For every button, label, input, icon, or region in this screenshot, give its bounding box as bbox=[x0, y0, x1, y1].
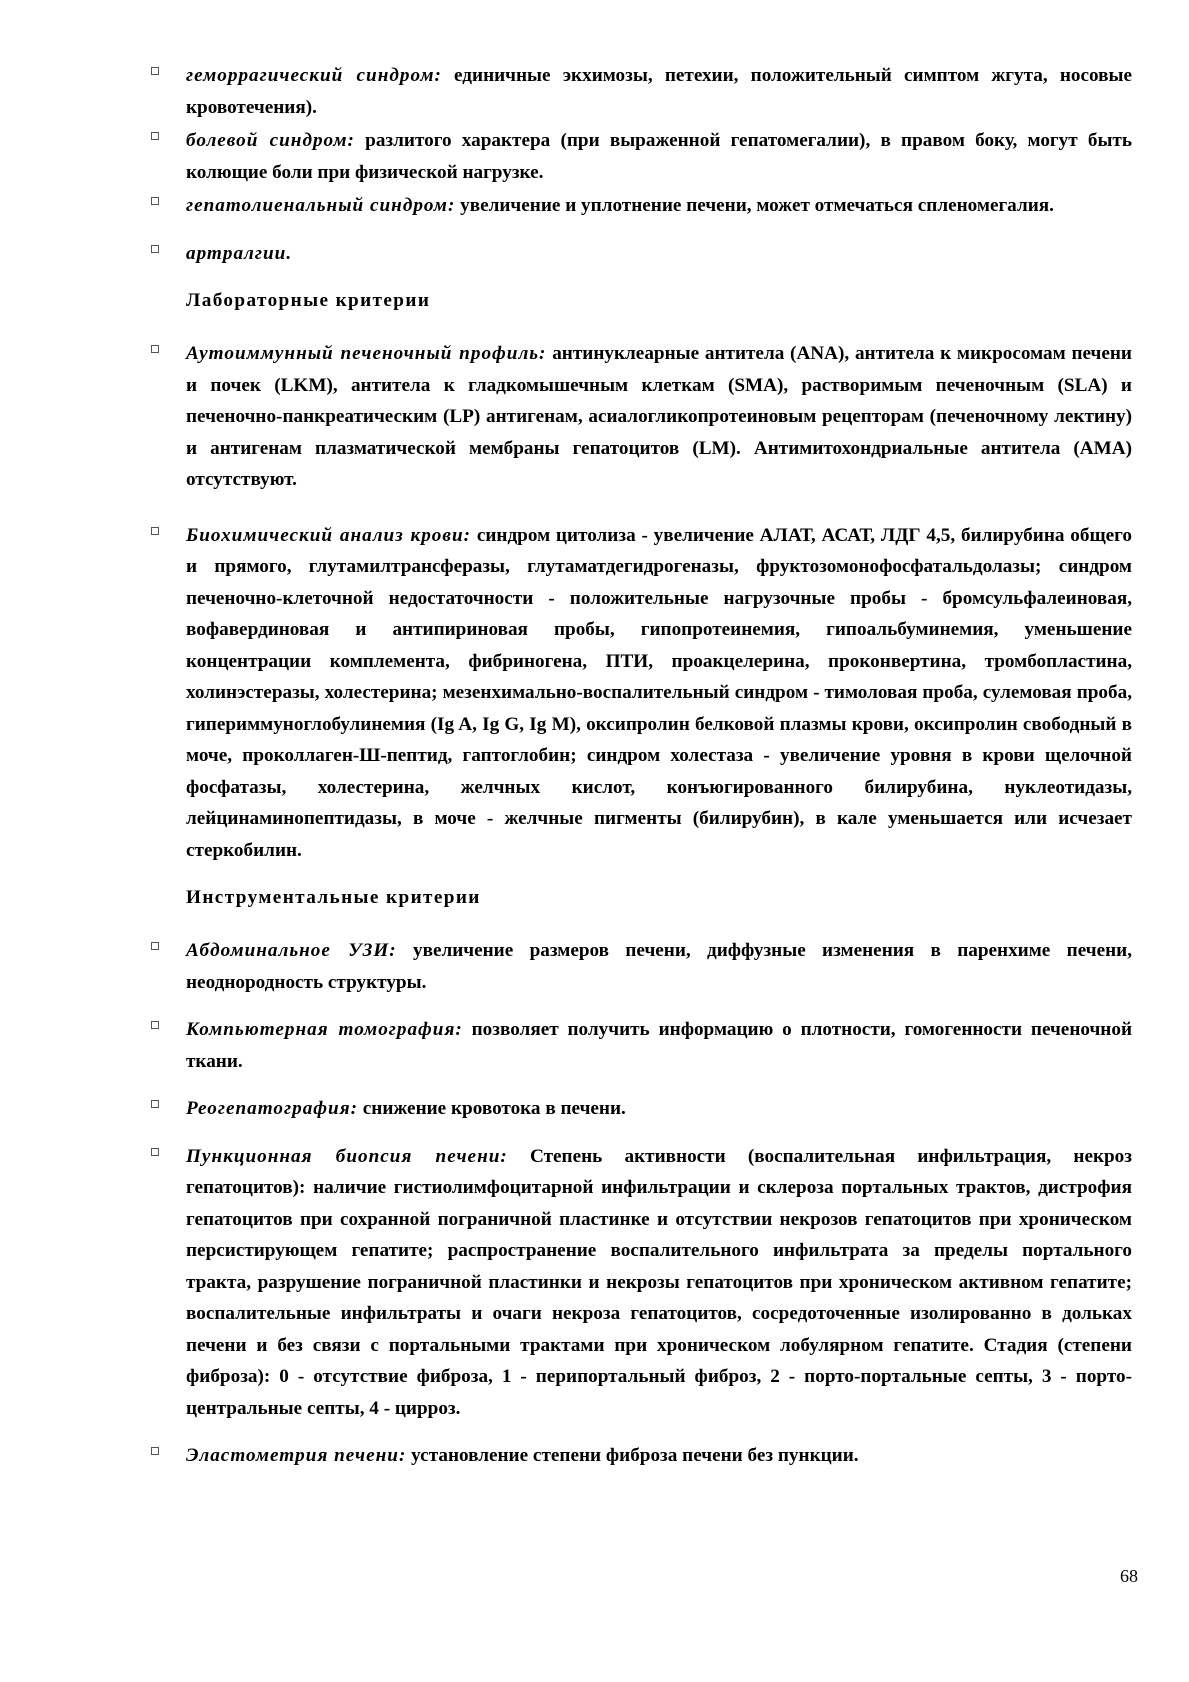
item-term: Реогепатография: bbox=[186, 1098, 358, 1119]
bullet-icon bbox=[151, 1021, 159, 1029]
bullet-icon bbox=[151, 1100, 159, 1108]
list-item-ultrasound bbox=[186, 935, 1132, 998]
item-text: Степень активности (воспалительная инфильтрация, некроз гепатоцитов): наличие гистиолимфоцитарной инфильтрации и склероза портальных трактов, дистрофия гепатоцитов при сохранной пограничной пластинке и отсутствии некрозов гепатоцитов при хроническом персистирующем гепатите; распространение воспалительного инфильтрата за пределы портального тракта, разрушение пограничной пластинки и некрозы гепатоцитов при хроническом активном гепатите; воспалительные инфильтраты и очаги некроза гепатоцитов, сосредоточенные изолированно в дольках печени и без связи с портальными трактами при хроническом лобулярном гепатите. Стадия (степени фиброза): 0 - отсутствие фиброза, 1 - перипортальный фиброз, 2 - порто-портальные септы, 3 - порто-центральные септы, 4 - цирроз. bbox=[186, 1145, 1132, 1419]
item-text: синдром цитолиза - увеличение АЛАТ, АСАТ, ЛДГ 4,5, билирубина общего и прямого, глутамилтрансферазы, глутаматдегидрогеназы, фруктозомонофосфатальдолазы; синдром печеночно-клеточной недостаточности - положительные нагрузочные пробы - бромсульфалеиновая, вофавердиновая и антипириновая пробы, гипопротеинемия, гипоальбуминемия, уменьшение концентрации комплемента, фибриногена, ПТИ, проакцелерина, проконвертина, тромбопластина, холинэстеразы, холестерина; мезенхимально-воспалительный синдром - тимоловая проба, сулемовая проба, гипериммуноглобулинемия (Ig A, Ig G, Ig M), оксипролин белковой плазмы крови, оксипролин свободный в моче, проколлаген-Ш-пептид, гаптоглобин; синдром холестаза - увеличение уровня в крови щелочной фосфатазы, холестерина, желчных кислот, конъюгированного билирубина, нуклеотидазы, лейцинаминопептидазы, в моче - желчные пигменты (билирубин), в кале уменьшается или исчезает стеркобилин. bbox=[186, 524, 1133, 861]
list-item-hepatolienal bbox=[186, 190, 1132, 222]
bullet-icon bbox=[151, 942, 159, 950]
item-term: болевой синдром: bbox=[186, 130, 355, 151]
list-item-biopsy bbox=[186, 1141, 1132, 1425]
list-item-biochemistry bbox=[186, 520, 1132, 867]
item-text: единичные экхимозы, петехии, положительный симптом жгута, носовые кровотечения). bbox=[186, 65, 1132, 118]
list-item-pain bbox=[186, 125, 1132, 188]
list-item-rheohepatography bbox=[186, 1093, 1132, 1125]
item-text: позволяет получить информацию о плотности, гомогенности печеночной ткани. bbox=[186, 1019, 1133, 1072]
item-text: увеличение и уплотнение печени, может отмечаться спленомегалия. bbox=[455, 195, 1054, 216]
section-heading-lab: Лабораторные критерии bbox=[186, 290, 431, 311]
item-text: установление степени фиброза печени без пункции. bbox=[406, 1445, 859, 1466]
list-item-ct bbox=[186, 1014, 1132, 1077]
bullet-icon bbox=[151, 132, 159, 140]
list-item-arthralgia bbox=[186, 238, 1132, 270]
item-term: гепатолиенальный синдром: bbox=[186, 195, 456, 216]
item-text: антинуклеарные антитела (ANA), антитела к микросомам печени и почек (LKM), антитела к гладкомышечным клеткам (SMA), растворимым печеночным (SLA) и печеночно-панкреатическим (LP) антигенам, асиалогликопротеиновым рецепторам (печеночному лектину) и антигенам плазматической мембраны гепатоцитов (LM). Антимитохондриальные антитела (AMA) отсутствуют. bbox=[186, 343, 1132, 490]
page-content bbox=[186, 60, 1132, 1474]
section-heading-instrumental: Инструментальные критерии bbox=[186, 887, 481, 908]
item-text: снижение кровотока в печени. bbox=[357, 1098, 626, 1119]
item-term: Эластометрия печени: bbox=[186, 1445, 407, 1466]
list-item-elastometry bbox=[186, 1440, 1132, 1472]
bullet-icon bbox=[151, 1148, 159, 1156]
bullet-icon bbox=[151, 245, 159, 253]
bullet-icon bbox=[151, 1447, 159, 1455]
item-term: геморрагический синдром: bbox=[186, 65, 442, 86]
item-term: Пункционная биопсия печени: bbox=[186, 1145, 508, 1167]
page-number: 68 bbox=[1120, 1566, 1138, 1586]
bullet-icon bbox=[151, 197, 159, 205]
list-item-autoimmune-profile bbox=[186, 338, 1132, 496]
item-term: Абдоминальное УЗИ: bbox=[186, 940, 397, 961]
bullet-icon bbox=[151, 67, 159, 75]
bullet-icon bbox=[151, 345, 159, 353]
item-term: Компьютерная томография: bbox=[186, 1019, 463, 1040]
item-text: разлитого характера (при выраженной гепатомегалии), в правом боку, могут быть колющие боли при физической нагрузке. bbox=[186, 130, 1133, 183]
bullet-icon bbox=[151, 527, 159, 535]
item-text: увеличение размеров печени, диффузные изменения в паренхиме печени, неоднородность структуры. bbox=[186, 940, 1132, 993]
item-term: Аутоиммунный печеночный профиль: bbox=[186, 343, 547, 364]
item-term: артралгии. bbox=[186, 242, 293, 264]
list-item-hemorrhagic bbox=[186, 60, 1132, 123]
item-term: Биохимический анализ крови: bbox=[186, 524, 472, 546]
